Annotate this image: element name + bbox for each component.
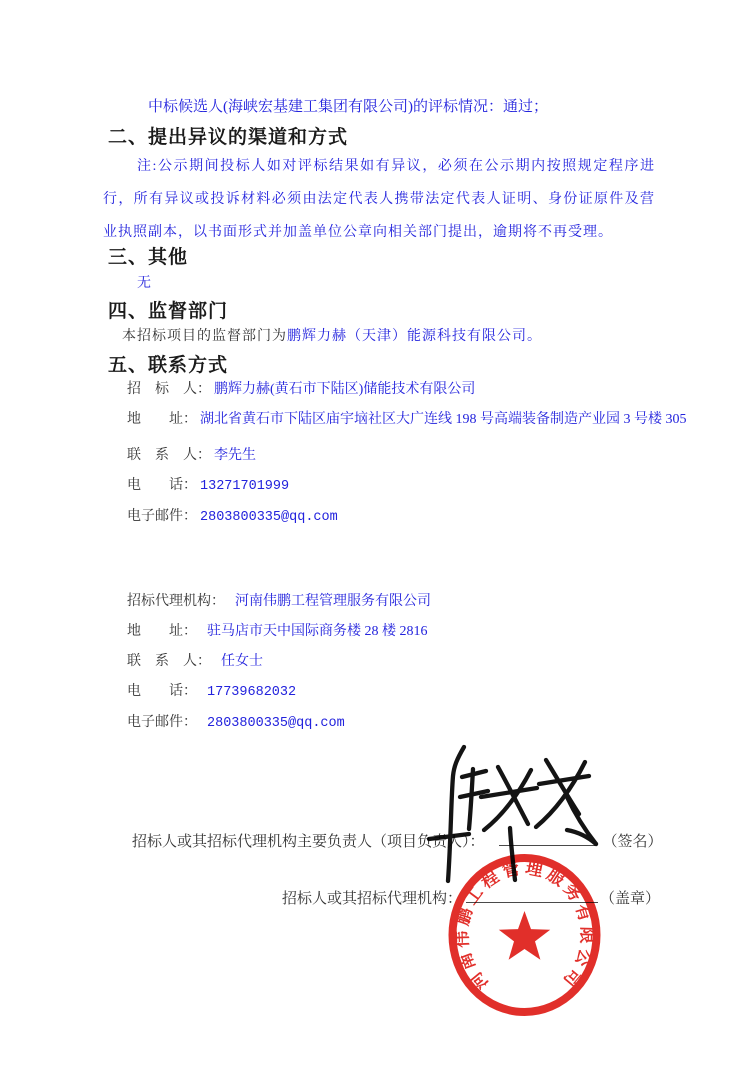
principal-signature-label: 招标人或其招标代理机构主要负责人（项目负责人）：	[132, 834, 485, 850]
supervision-prefix: 本招标项目的监督部门为	[122, 329, 287, 344]
principal-signature-suffix: （签名）	[602, 834, 663, 850]
agency-address-value: 驻马店市天中国际商务楼 28 楼 2816	[207, 624, 428, 639]
agency-phone-value: 17739682032	[207, 685, 297, 700]
tenderer-phone-value: 13271701999	[200, 479, 290, 494]
tenderer-contact-person-label: 联 系 人：	[127, 448, 211, 463]
section-other-body: 无	[137, 276, 151, 291]
winning-candidate-result: 中标候选人(海峡宏基建工集团有限公司)的评标情况：通过；	[148, 99, 548, 115]
tenderer-email-label: 电子邮件：	[127, 509, 197, 524]
tenderer-contact-block	[103, 380, 687, 538]
tenderer-phone-label: 电 话：	[127, 478, 197, 493]
agency-contact-person-row	[103, 652, 660, 672]
objection-note-paragraph: 注:公示期间投标人如对评标结果如有异议，必须在公示期内按照规定程序进行，所有异议或投诉材料必须由法定代表人携带法定代表人证明、身份证原件及营业执照副本，以书面形式并加盖单位公章向相关部门提出，逾期将不再受理。	[103, 159, 655, 240]
tenderer-name-row	[103, 380, 660, 400]
stamp-star-icon	[499, 911, 550, 960]
agency-name-label: 招标代理机构：	[127, 594, 225, 609]
agency-name-value: 河南伟鹏工程管理服务有限公司	[235, 594, 431, 609]
agency-email-label: 电子邮件：	[127, 715, 197, 730]
supervision-line	[122, 325, 542, 345]
handwritten-signature	[418, 733, 608, 888]
org-stamp-label: 招标人或其招标代理机构：	[282, 891, 463, 907]
tenderer-name-label: 招 标 人：	[127, 382, 211, 397]
section-contact-title: 五、联系方式	[108, 355, 229, 376]
agency-phone-label: 电 话：	[127, 684, 197, 699]
tenderer-name-value: 鹏辉力赫(黄石市下陆区)储能技术有限公司	[214, 382, 476, 397]
tenderer-address-value: 湖北省黄石市下陆区庙宇垴社区大广连线 198 号高端装备制造产业园 3 号楼 305	[200, 412, 687, 427]
tenderer-address-row	[103, 410, 708, 430]
tenderer-contact-person-value: 李先生	[214, 448, 256, 463]
stamp-org-text: 河南伟鹏工程管理服务有限公司	[452, 858, 597, 994]
agency-email-row	[103, 713, 660, 734]
section-other-title: 三、其他	[108, 247, 189, 268]
agency-name-row	[103, 592, 660, 612]
agency-contact-block	[103, 592, 660, 744]
tenderer-contact-person-row	[103, 446, 660, 466]
agency-contact-person-label: 联 系 人：	[127, 654, 211, 669]
tenderer-address-label: 地 址：	[127, 412, 197, 427]
agency-address-row	[103, 622, 660, 642]
supervisor-org-name: 鹏辉力赫（天津）能源科技有限公司。	[287, 329, 542, 344]
agency-email-value: 2803800335@qq.com	[207, 716, 345, 731]
agency-address-label: 地 址：	[127, 624, 197, 639]
agency-contact-person-value: 任女士	[221, 654, 263, 669]
agency-phone-row	[103, 682, 660, 703]
tenderer-email-row	[103, 507, 660, 528]
tenderer-email-value: 2803800335@qq.com	[200, 510, 338, 525]
tenderer-phone-row	[103, 476, 660, 497]
org-stamp-suffix: （盖章）	[600, 891, 661, 907]
section-supervision-title: 四、监督部门	[108, 301, 229, 322]
section-objection-title: 二、提出异议的渠道和方式	[108, 127, 349, 148]
